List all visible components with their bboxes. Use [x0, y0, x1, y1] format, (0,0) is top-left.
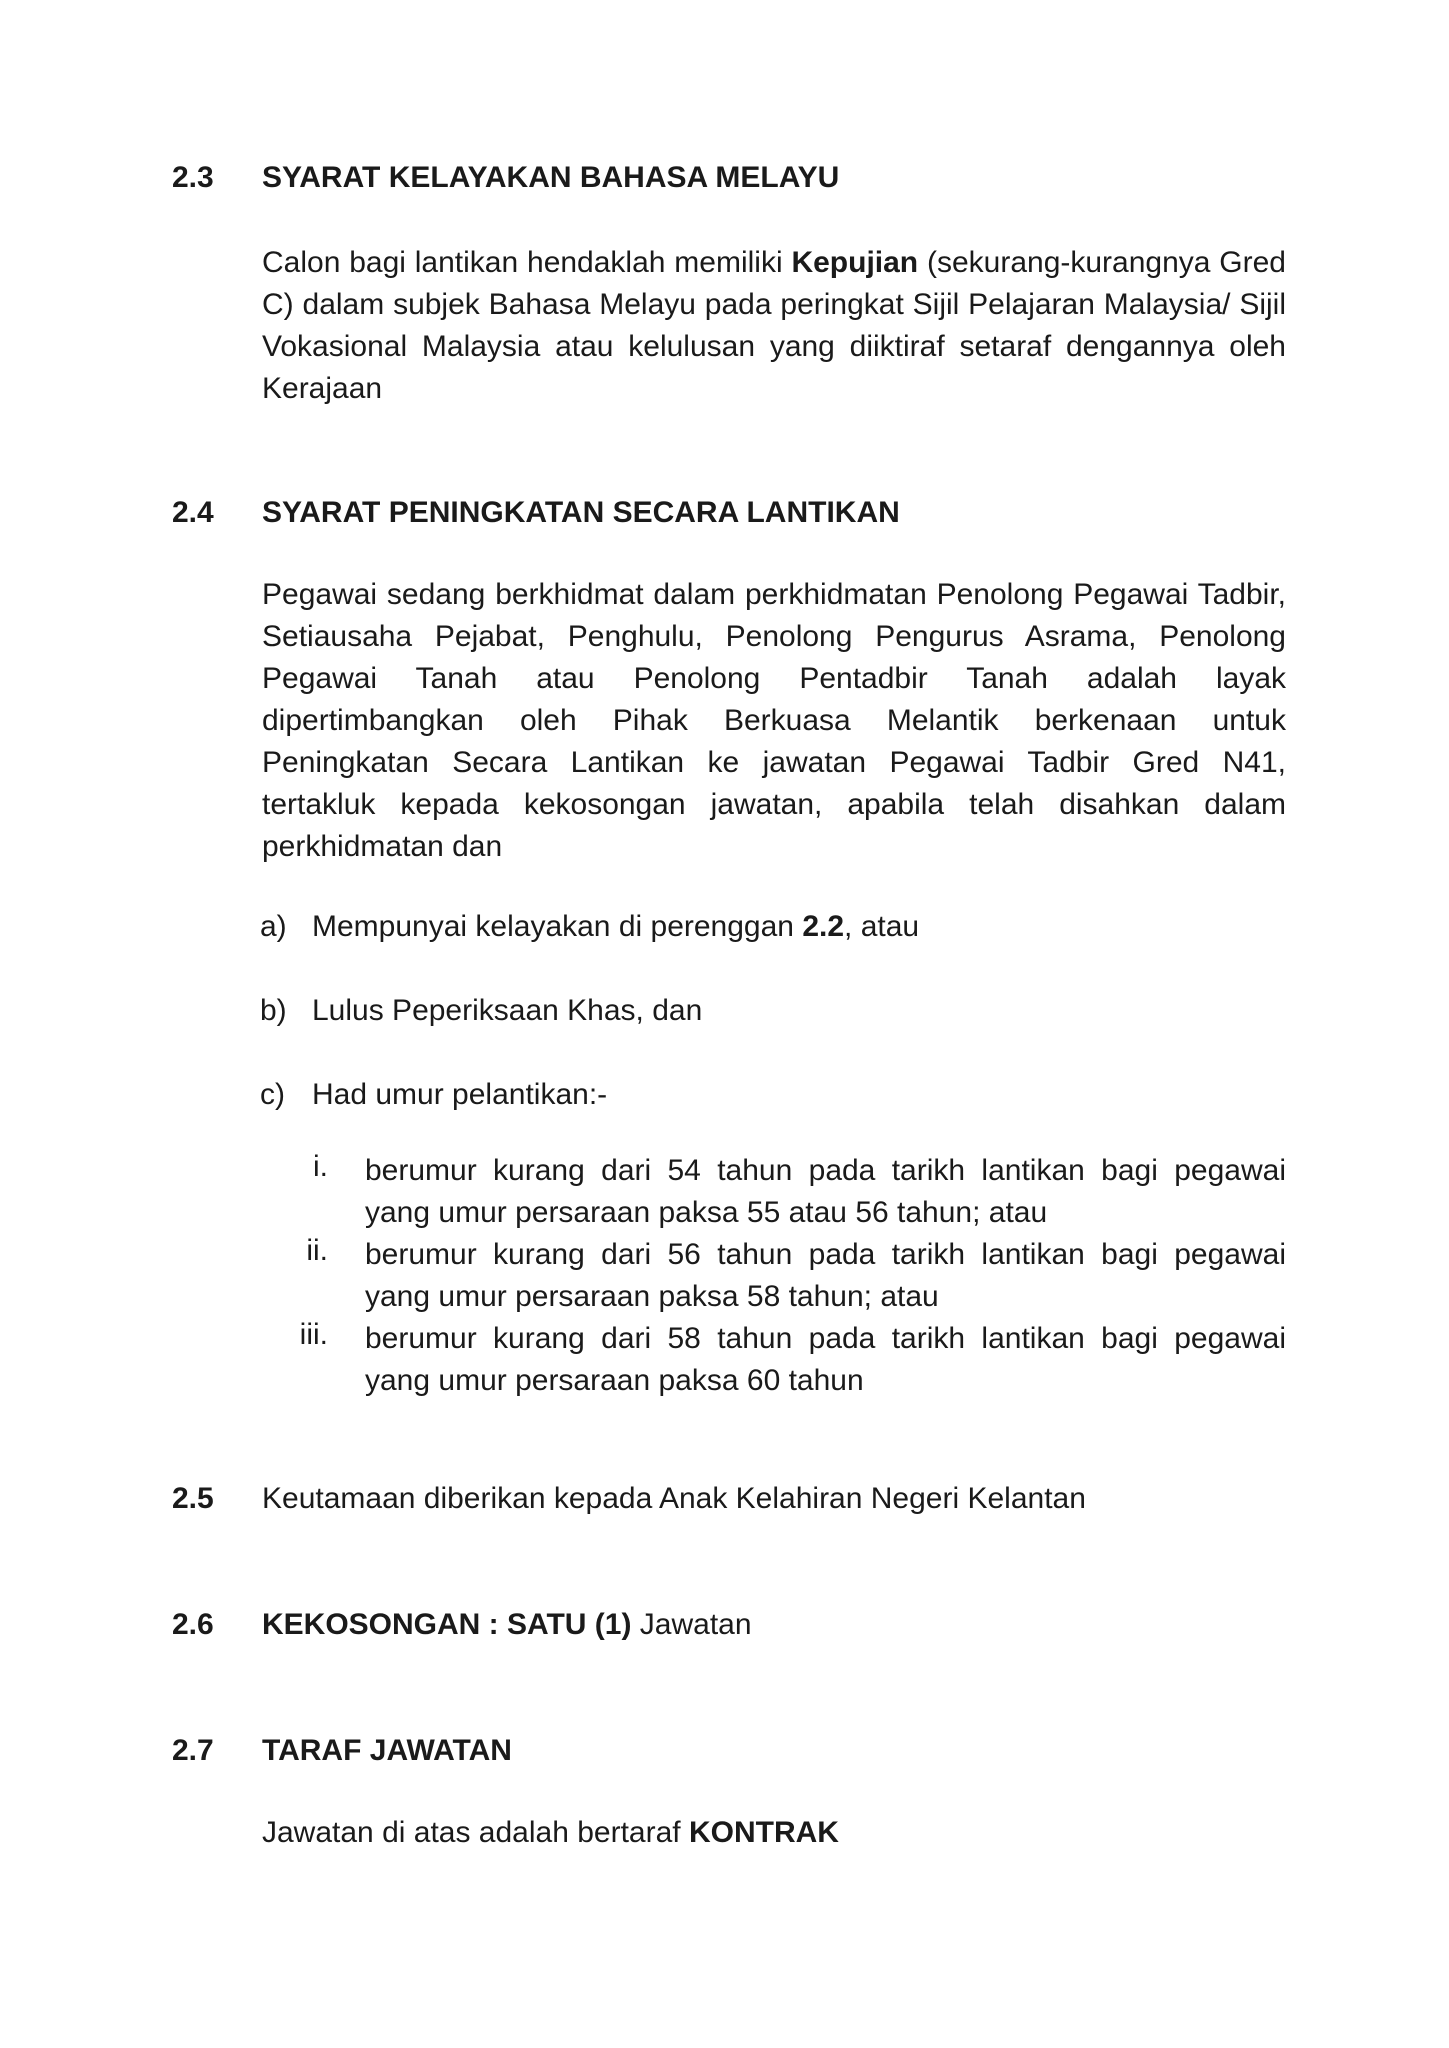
section-body-2-4: Pegawai sedang berkhidmat dalam perkhidmatan Penolong Pegawai Tadbir, Setiausaha Pejabat, Penghulu, Penolong Pengurus Asrama, Penolong Pegawai Tanah atau Penolong Pentadbir Tanah adalah layak dipertimbangkan oleh Pihak Berkuasa Melantik berkenaan untuk Peningkatan Secara Lantikan ke jawatan Pegawai Tadbir Gred N41, tertakluk kepada kekosongan jawatan, apabila telah disahkan dalam perkhidmatan dan [262, 578, 1286, 863]
section-heading-2-3: SYARAT KELAYAKAN BAHASA MELAYU [262, 161, 840, 194]
vacancy-bold-text: KEKOSONGAN : SATU (1) [262, 1608, 632, 1641]
section-number-2-4: 2.4 [172, 496, 214, 529]
item-text: , atau [844, 910, 920, 943]
sublist-item-ii: berumur kurang dari 56 tahun pada tarikh lantikan bagi pegawai yang umur persaraan paksa 58 tahun; atau [365, 1238, 1286, 1313]
list-item-b: Lulus Peperiksaan Khas, dan [312, 994, 703, 1027]
body-text: Jawatan di atas adalah bertaraf [262, 1816, 689, 1849]
list-label-c: c) [260, 1078, 285, 1111]
sublist-item-iii: berumur kurang dari 58 tahun pada tarikh lantikan bagi pegawai yang umur persaraan paksa 60 tahun [365, 1322, 1286, 1397]
sublist-label-iii: iii. [299, 1318, 328, 1351]
section-number-2-5: 2.5 [172, 1482, 214, 1515]
section-number-2-3: 2.3 [172, 161, 214, 194]
section-heading-2-7: TARAF JAWATAN [262, 1734, 512, 1767]
body-text: (sekurang-kurangnya Gred C) dalam subjek Bahasa Melayu pada peringkat Sijil Pelajaran Malaysia/ Sijil Vokasional Malaysia atau kelulusan yang diiktiraf setaraf dengannya oleh Kerajaan [262, 246, 1286, 405]
section-number-2-7: 2.7 [172, 1734, 214, 1767]
list-item-a [312, 910, 919, 944]
body-bold-text: KONTRAK [688, 1816, 839, 1849]
section-body-2-3 [262, 242, 1286, 410]
section-heading-2-4: SYARAT PENINGKATAN SECARA LANTIKAN [262, 496, 900, 529]
sublist-label-i: i. [313, 1150, 328, 1183]
item-text: Mempunyai kelayakan di perenggan [312, 910, 803, 943]
list-label-a: a) [260, 910, 287, 943]
section-text-2-5: Keutamaan diberikan kepada Anak Kelahiran Negeri Kelantan [262, 1482, 1086, 1515]
body-bold-text: Kepujian [791, 246, 919, 279]
item-bold-text: 2.2 [802, 910, 845, 943]
sublist-item-i: berumur kurang dari 54 tahun pada tarikh lantikan bagi pegawai yang umur persaraan paksa 55 atau 56 tahun; atau [365, 1154, 1286, 1229]
body-text: Calon bagi lantikan hendaklah memiliki [262, 246, 792, 279]
section-body-2-7 [262, 1816, 839, 1850]
section-number-2-6: 2.6 [172, 1608, 214, 1641]
list-item-c: Had umur pelantikan:- [312, 1078, 608, 1111]
vacancy-text: Jawatan [631, 1608, 752, 1641]
section-text-2-6 [262, 1608, 752, 1642]
list-label-b: b) [260, 994, 287, 1027]
sublist-label-ii: ii. [306, 1234, 328, 1267]
